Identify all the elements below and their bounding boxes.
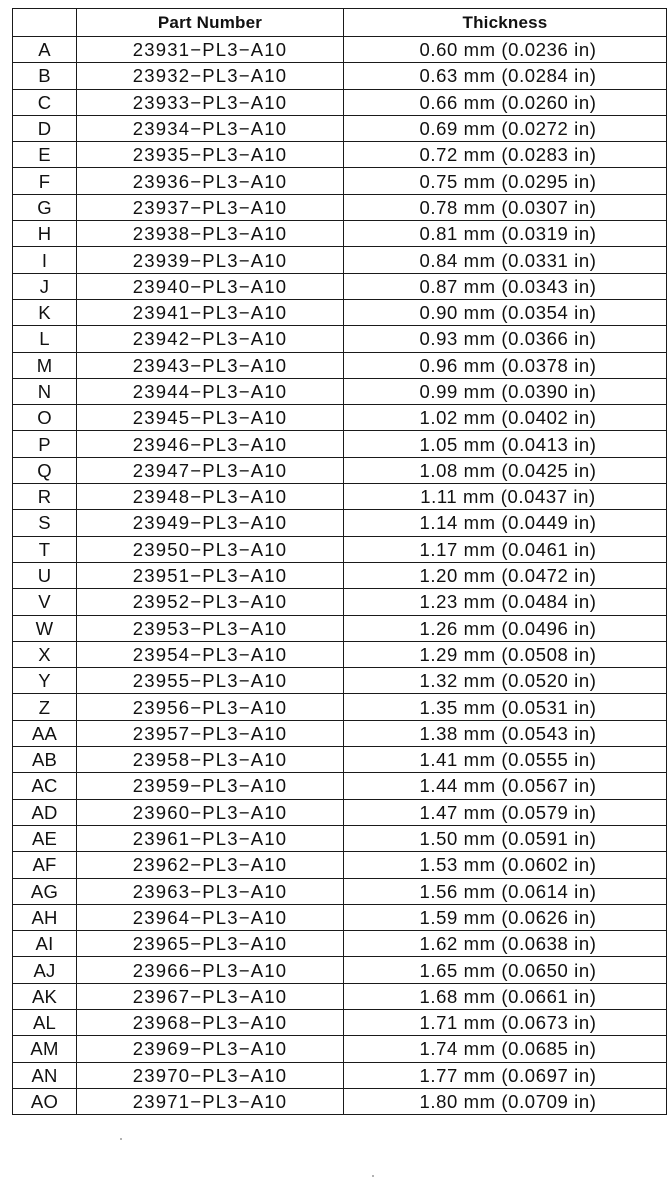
table-row bbox=[13, 378, 667, 404]
cell-thickness: 1.50 mm (0.0591 in) bbox=[344, 825, 667, 851]
cell-part-number: 23960−PL3−A10 bbox=[77, 799, 344, 825]
cell-thickness: 0.90 mm (0.0354 in) bbox=[344, 299, 667, 325]
cell-code: N bbox=[13, 378, 77, 404]
table-row bbox=[13, 825, 667, 851]
cell-thickness: 1.65 mm (0.0650 in) bbox=[344, 957, 667, 983]
table-row bbox=[13, 931, 667, 957]
cell-part-number: 23958−PL3−A10 bbox=[77, 747, 344, 773]
table-row bbox=[13, 510, 667, 536]
cell-thickness: 0.60 mm (0.0236 in) bbox=[344, 37, 667, 63]
cell-code: AJ bbox=[13, 957, 77, 983]
table-row bbox=[13, 352, 667, 378]
cell-part-number: 23970−PL3−A10 bbox=[77, 1062, 344, 1088]
table-row bbox=[13, 957, 667, 983]
cell-code: H bbox=[13, 221, 77, 247]
cell-part-number: 23952−PL3−A10 bbox=[77, 589, 344, 615]
table-row bbox=[13, 63, 667, 89]
table-row bbox=[13, 615, 667, 641]
cell-thickness: 1.14 mm (0.0449 in) bbox=[344, 510, 667, 536]
table-row bbox=[13, 326, 667, 352]
cell-code: AH bbox=[13, 904, 77, 930]
table-row bbox=[13, 720, 667, 746]
cell-code: AA bbox=[13, 720, 77, 746]
cell-code: AK bbox=[13, 983, 77, 1009]
cell-part-number: 23964−PL3−A10 bbox=[77, 904, 344, 930]
cell-code: G bbox=[13, 194, 77, 220]
table-row bbox=[13, 904, 667, 930]
cell-code: AO bbox=[13, 1088, 77, 1114]
cell-part-number: 23954−PL3−A10 bbox=[77, 641, 344, 667]
table-row bbox=[13, 799, 667, 825]
cell-thickness: 1.44 mm (0.0567 in) bbox=[344, 773, 667, 799]
cell-code: W bbox=[13, 615, 77, 641]
cell-part-number: 23962−PL3−A10 bbox=[77, 852, 344, 878]
cell-code: M bbox=[13, 352, 77, 378]
cell-code: Y bbox=[13, 668, 77, 694]
cell-thickness: 1.62 mm (0.0638 in) bbox=[344, 931, 667, 957]
table-row bbox=[13, 273, 667, 299]
cell-part-number: 23936−PL3−A10 bbox=[77, 168, 344, 194]
table-row bbox=[13, 1036, 667, 1062]
cell-thickness: 0.69 mm (0.0272 in) bbox=[344, 115, 667, 141]
cell-part-number: 23948−PL3−A10 bbox=[77, 484, 344, 510]
table-row bbox=[13, 405, 667, 431]
cell-thickness: 1.68 mm (0.0661 in) bbox=[344, 983, 667, 1009]
cell-code: AE bbox=[13, 825, 77, 851]
cell-code: AL bbox=[13, 1009, 77, 1035]
table-row bbox=[13, 773, 667, 799]
table-row bbox=[13, 221, 667, 247]
table-row bbox=[13, 115, 667, 141]
cell-thickness: 1.41 mm (0.0555 in) bbox=[344, 747, 667, 773]
cell-code: AM bbox=[13, 1036, 77, 1062]
cell-code: O bbox=[13, 405, 77, 431]
cell-thickness: 1.17 mm (0.0461 in) bbox=[344, 536, 667, 562]
cell-thickness: 0.93 mm (0.0366 in) bbox=[344, 326, 667, 352]
cell-thickness: 1.71 mm (0.0673 in) bbox=[344, 1009, 667, 1035]
table-row bbox=[13, 299, 667, 325]
cell-code: AD bbox=[13, 799, 77, 825]
cell-part-number: 23938−PL3−A10 bbox=[77, 221, 344, 247]
cell-part-number: 23945−PL3−A10 bbox=[77, 405, 344, 431]
table-row bbox=[13, 536, 667, 562]
header-row bbox=[13, 9, 667, 37]
cell-code: P bbox=[13, 431, 77, 457]
table-row bbox=[13, 142, 667, 168]
cell-code: AN bbox=[13, 1062, 77, 1088]
cell-thickness: 0.63 mm (0.0284 in) bbox=[344, 63, 667, 89]
cell-part-number: 23932−PL3−A10 bbox=[77, 63, 344, 89]
cell-code: D bbox=[13, 115, 77, 141]
cell-thickness: 1.77 mm (0.0697 in) bbox=[344, 1062, 667, 1088]
cell-part-number: 23943−PL3−A10 bbox=[77, 352, 344, 378]
cell-part-number: 23953−PL3−A10 bbox=[77, 615, 344, 641]
cell-part-number: 23971−PL3−A10 bbox=[77, 1088, 344, 1114]
cell-code: X bbox=[13, 641, 77, 667]
cell-code: F bbox=[13, 168, 77, 194]
cell-code: U bbox=[13, 562, 77, 588]
cell-thickness: 1.53 mm (0.0602 in) bbox=[344, 852, 667, 878]
cell-thickness: 1.11 mm (0.0437 in) bbox=[344, 484, 667, 510]
table-row bbox=[13, 194, 667, 220]
cell-part-number: 23961−PL3−A10 bbox=[77, 825, 344, 851]
cell-thickness: 1.05 mm (0.0413 in) bbox=[344, 431, 667, 457]
cell-code: V bbox=[13, 589, 77, 615]
header-code bbox=[13, 9, 77, 37]
cell-part-number: 23956−PL3−A10 bbox=[77, 694, 344, 720]
cell-code: R bbox=[13, 484, 77, 510]
cell-part-number: 23957−PL3−A10 bbox=[77, 720, 344, 746]
cell-code: T bbox=[13, 536, 77, 562]
table-row bbox=[13, 589, 667, 615]
cell-thickness: 1.59 mm (0.0626 in) bbox=[344, 904, 667, 930]
header-thickness: Thickness bbox=[344, 9, 667, 37]
table-row bbox=[13, 562, 667, 588]
cell-thickness: 1.02 mm (0.0402 in) bbox=[344, 405, 667, 431]
table-row bbox=[13, 37, 667, 63]
scan-speck bbox=[120, 1138, 122, 1140]
cell-code: B bbox=[13, 63, 77, 89]
cell-code: I bbox=[13, 247, 77, 273]
cell-thickness: 0.78 mm (0.0307 in) bbox=[344, 194, 667, 220]
cell-part-number: 23935−PL3−A10 bbox=[77, 142, 344, 168]
cell-part-number: 23963−PL3−A10 bbox=[77, 878, 344, 904]
cell-thickness: 1.47 mm (0.0579 in) bbox=[344, 799, 667, 825]
cell-thickness: 0.84 mm (0.0331 in) bbox=[344, 247, 667, 273]
shim-parts-table bbox=[12, 8, 667, 1115]
cell-part-number: 23937−PL3−A10 bbox=[77, 194, 344, 220]
cell-part-number: 23955−PL3−A10 bbox=[77, 668, 344, 694]
cell-code: K bbox=[13, 299, 77, 325]
table-row bbox=[13, 457, 667, 483]
parts-table-sheet bbox=[12, 8, 666, 1115]
cell-code: AB bbox=[13, 747, 77, 773]
cell-code: AG bbox=[13, 878, 77, 904]
table-row bbox=[13, 1062, 667, 1088]
cell-thickness: 1.08 mm (0.0425 in) bbox=[344, 457, 667, 483]
table-row bbox=[13, 641, 667, 667]
cell-thickness: 0.81 mm (0.0319 in) bbox=[344, 221, 667, 247]
cell-part-number: 23944−PL3−A10 bbox=[77, 378, 344, 404]
cell-thickness: 1.74 mm (0.0685 in) bbox=[344, 1036, 667, 1062]
cell-part-number: 23949−PL3−A10 bbox=[77, 510, 344, 536]
cell-code: AC bbox=[13, 773, 77, 799]
cell-thickness: 0.99 mm (0.0390 in) bbox=[344, 378, 667, 404]
cell-part-number: 23940−PL3−A10 bbox=[77, 273, 344, 299]
cell-part-number: 23959−PL3−A10 bbox=[77, 773, 344, 799]
cell-code: Q bbox=[13, 457, 77, 483]
cell-code: A bbox=[13, 37, 77, 63]
table-body bbox=[13, 37, 667, 1115]
cell-part-number: 23934−PL3−A10 bbox=[77, 115, 344, 141]
cell-thickness: 1.20 mm (0.0472 in) bbox=[344, 562, 667, 588]
cell-part-number: 23969−PL3−A10 bbox=[77, 1036, 344, 1062]
cell-part-number: 23933−PL3−A10 bbox=[77, 89, 344, 115]
cell-thickness: 0.72 mm (0.0283 in) bbox=[344, 142, 667, 168]
cell-thickness: 0.96 mm (0.0378 in) bbox=[344, 352, 667, 378]
cell-code: J bbox=[13, 273, 77, 299]
table-row bbox=[13, 983, 667, 1009]
cell-part-number: 23942−PL3−A10 bbox=[77, 326, 344, 352]
scan-speck bbox=[372, 1175, 374, 1177]
table-row bbox=[13, 247, 667, 273]
cell-code: AI bbox=[13, 931, 77, 957]
cell-thickness: 0.87 mm (0.0343 in) bbox=[344, 273, 667, 299]
cell-code: S bbox=[13, 510, 77, 536]
table-row bbox=[13, 431, 667, 457]
table-row bbox=[13, 1009, 667, 1035]
cell-part-number: 23951−PL3−A10 bbox=[77, 562, 344, 588]
cell-thickness: 1.56 mm (0.0614 in) bbox=[344, 878, 667, 904]
table-row bbox=[13, 89, 667, 115]
cell-part-number: 23968−PL3−A10 bbox=[77, 1009, 344, 1035]
cell-thickness: 1.23 mm (0.0484 in) bbox=[344, 589, 667, 615]
header-part-number: Part Number bbox=[77, 9, 344, 37]
table-header bbox=[13, 9, 667, 37]
cell-thickness: 1.29 mm (0.0508 in) bbox=[344, 641, 667, 667]
cell-code: E bbox=[13, 142, 77, 168]
cell-thickness: 1.35 mm (0.0531 in) bbox=[344, 694, 667, 720]
table-row bbox=[13, 747, 667, 773]
cell-code: L bbox=[13, 326, 77, 352]
cell-code: Z bbox=[13, 694, 77, 720]
table-row bbox=[13, 168, 667, 194]
cell-thickness: 0.66 mm (0.0260 in) bbox=[344, 89, 667, 115]
cell-thickness: 1.32 mm (0.0520 in) bbox=[344, 668, 667, 694]
table-row bbox=[13, 878, 667, 904]
cell-part-number: 23965−PL3−A10 bbox=[77, 931, 344, 957]
table-row bbox=[13, 484, 667, 510]
table-row bbox=[13, 668, 667, 694]
cell-code: C bbox=[13, 89, 77, 115]
cell-thickness: 1.26 mm (0.0496 in) bbox=[344, 615, 667, 641]
cell-thickness: 1.38 mm (0.0543 in) bbox=[344, 720, 667, 746]
cell-part-number: 23941−PL3−A10 bbox=[77, 299, 344, 325]
cell-part-number: 23966−PL3−A10 bbox=[77, 957, 344, 983]
table-row bbox=[13, 852, 667, 878]
cell-part-number: 23967−PL3−A10 bbox=[77, 983, 344, 1009]
cell-thickness: 1.80 mm (0.0709 in) bbox=[344, 1088, 667, 1114]
cell-part-number: 23939−PL3−A10 bbox=[77, 247, 344, 273]
table-row bbox=[13, 1088, 667, 1114]
cell-part-number: 23947−PL3−A10 bbox=[77, 457, 344, 483]
table-row bbox=[13, 694, 667, 720]
cell-thickness: 0.75 mm (0.0295 in) bbox=[344, 168, 667, 194]
cell-part-number: 23931−PL3−A10 bbox=[77, 37, 344, 63]
cell-part-number: 23946−PL3−A10 bbox=[77, 431, 344, 457]
cell-part-number: 23950−PL3−A10 bbox=[77, 536, 344, 562]
cell-code: AF bbox=[13, 852, 77, 878]
